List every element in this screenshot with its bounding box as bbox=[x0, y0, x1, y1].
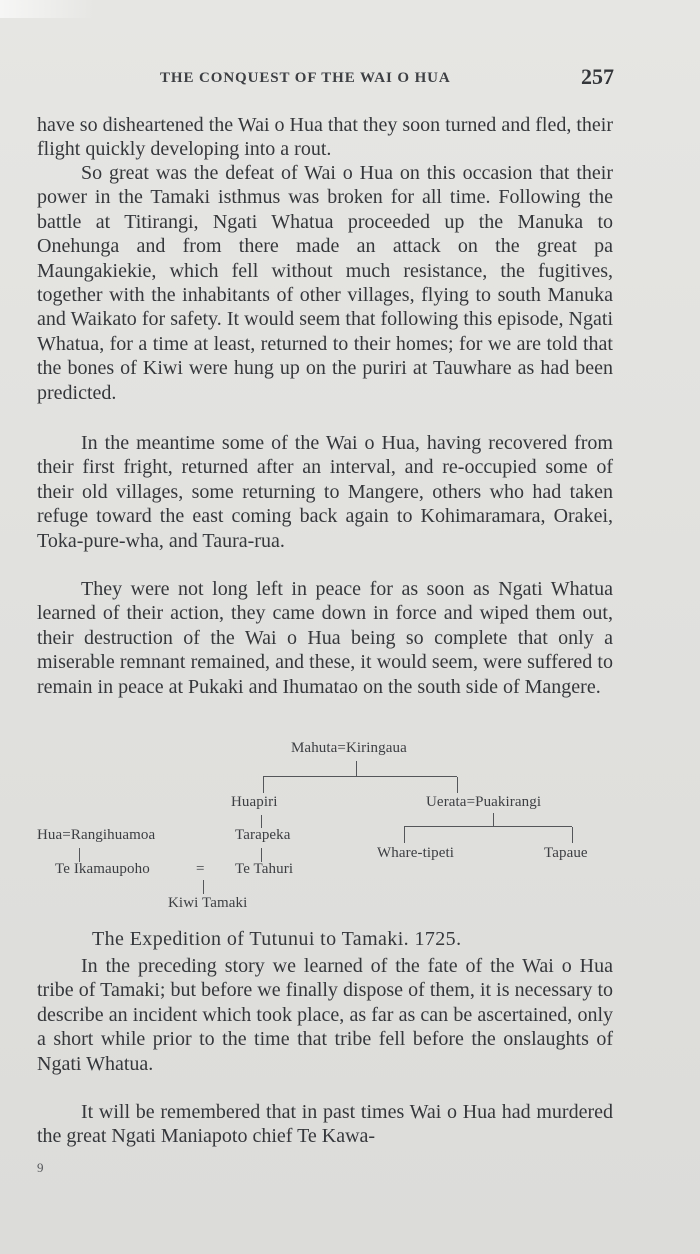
genealogy-connector-kiwi bbox=[203, 880, 204, 894]
genealogy-connector-uerata bbox=[457, 777, 458, 793]
genealogy-branch-line-right bbox=[404, 826, 572, 827]
genealogy-branch-line-top bbox=[263, 776, 457, 777]
footer-mark: 9 bbox=[37, 1160, 44, 1175]
genealogy-connector-huapiri bbox=[263, 777, 264, 793]
genealogy-table bbox=[0, 735, 700, 920]
genealogy-tapaue: Tapaue bbox=[544, 845, 588, 861]
genealogy-connector-uerata-children bbox=[493, 813, 494, 826]
genealogy-hua-rangihuamoa: Hua=Rangihuamoa bbox=[37, 827, 156, 843]
page-header bbox=[160, 64, 614, 94]
genealogy-connector-te-tahuri bbox=[261, 848, 262, 862]
genealogy-mahuta-kiringaua: Mahuta=Kiringaua bbox=[291, 740, 407, 756]
genealogy-tarapeka: Tarapeka bbox=[235, 827, 291, 843]
genealogy-connector-mahuta bbox=[356, 761, 357, 776]
running-head: THE CONQUEST OF THE WAI O HUA bbox=[160, 70, 451, 86]
paragraph-return: In the meantime some of the Wai o Hua, having recovered from their first fright, returned after an interval, and re-occupied some of their old villages, some returning to Mangere, others who had taken refuge toward the east coming back again to Kohimaramara, Orakei, Toka-pure-wha, and Taura-rua. bbox=[37, 432, 613, 552]
paragraph-defeat: So great was the defeat of Wai o Hua on this occasion that their power in the Tamaki isthmus was broken for all time. Following the battle at Titirangi, Ngati Whatua proceeded up the Manuka to Onehunga and from there made an attack on the great pa Maungakiekie, which fell without much resistance, the fugitives, together with the inhabitants of other villages, flying to south Manuka and Waikato for safety. It would seem that following this episode, Ngati Whatua, for a time at least, returned to their homes; for we are told that the bones of Kiwi were hung up on the puriri at Tauwhare as had been predicted. bbox=[37, 162, 613, 404]
genealogy-uerata-puakirangi: Uerata=Puakirangi bbox=[426, 794, 542, 810]
paragraph-destruction: They were not long left in peace for as soon as Ngati Whatua learned of their action, they came down in force and wiped them out, their destruction of the Wai o Hua being so complete that only a miserable remnant remained, and these, it would seem, were suffered to remain in peace at Pukaki and Ihumatao on the south side of Mangere. bbox=[37, 578, 613, 698]
paragraph-remembered: It will be remembered that in past times Wai o Hua had murdered the great Ngati Maniapoto chief Te Kawa- bbox=[37, 1101, 613, 1148]
genealogy-huapiri: Huapiri bbox=[231, 794, 278, 810]
page-number: 257 bbox=[581, 64, 614, 89]
paragraph-rout: have so disheartened the Wai o Hua that they soon turned and fled, their flight quickly developing into a rout. bbox=[37, 114, 613, 161]
genealogy-connector-tapaue bbox=[572, 827, 573, 843]
genealogy-te-tahuri: Te Tahuri bbox=[235, 861, 294, 877]
paragraph-preceding-story: In the preceding story we learned of the fate of the Wai o Hua tribe of Tamaki; but before we finally dispose of them, it is necessary to describe an incident which took place, as far as can be ascertained, only a short while prior to the time that tribe fell before the onslaughts of Ngati Whatua. bbox=[37, 955, 613, 1075]
genealogy-kiwi-tamaki: Kiwi Tamaki bbox=[168, 895, 248, 911]
genealogy-connector-hua bbox=[79, 848, 80, 862]
genealogy-whare-tipeti: Whare-tipeti bbox=[377, 845, 454, 861]
genealogy-connector-whare-tipeti bbox=[404, 827, 405, 843]
genealogy-marriage-sign: = bbox=[196, 861, 205, 877]
page-corner-mark bbox=[0, 0, 95, 18]
section-heading: The Expedition of Tutunui to Tamaki. 1725. bbox=[92, 928, 462, 950]
genealogy-te-ikamaupoho: Te Ikamaupoho bbox=[55, 861, 150, 877]
